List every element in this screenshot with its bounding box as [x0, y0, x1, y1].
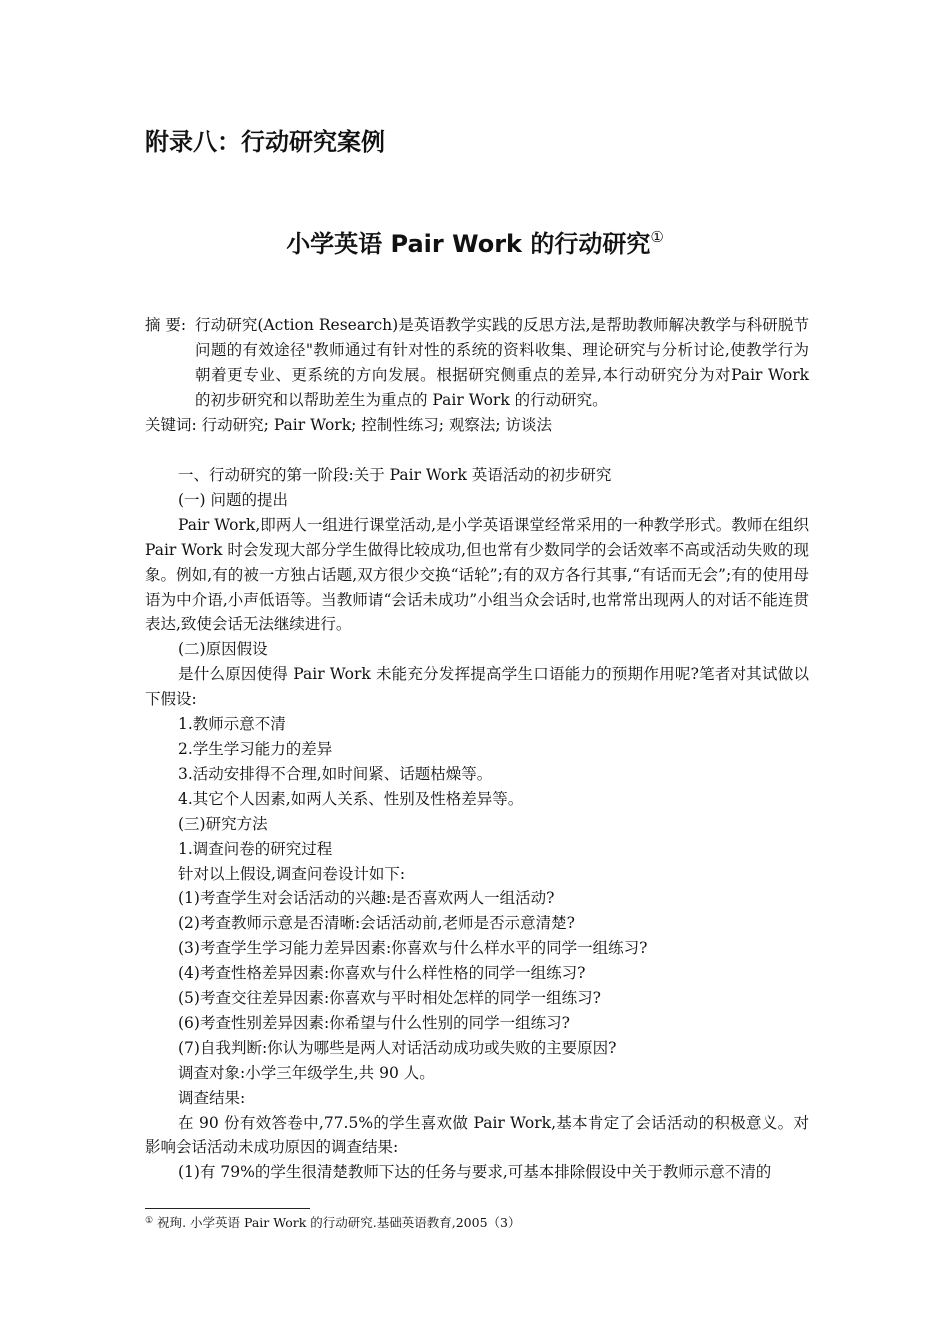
keywords-label: 关键词:: [145, 415, 197, 434]
list-item: 4.其它个人因素,如两人关系、性别及性格差异等。: [178, 789, 524, 808]
paragraph: 调查结果:: [178, 1088, 246, 1107]
paragraph: 是什么原因使得 Pair Work 未能充分发挥提高学生口语能力的预期作用呢?笔者对其试做以下假设:: [145, 665, 809, 709]
paragraph: 在 90 份有效答卷中,77.5%的学生喜欢做 Pair Work,基本肯定了会话活动的积极意义。对影响会话活动未成功原因的调查结果:: [145, 1113, 809, 1157]
abstract-label: 摘 要:: [145, 316, 187, 334]
footnote-reference: ①: [650, 228, 664, 246]
abstract-section: [145, 313, 809, 438]
footnote-divider: [145, 1208, 310, 1209]
footnote-mark: ①: [145, 1216, 154, 1226]
section-heading: 一、行动研究的第一阶段:关于 Pair Work 英语活动的初步研究: [178, 466, 612, 484]
footnote: [145, 1212, 521, 1232]
keywords-row: [145, 413, 809, 438]
list-item: 2.学生学习能力的差异: [178, 739, 333, 758]
abstract-row: [145, 313, 809, 413]
list-item: (3)考查学生学习能力差异因素:你喜欢与什么样水平的同学一组练习?: [178, 939, 648, 958]
list-item: (7)自我判断:你认为哪些是两人对话活动成功或失败的主要原因?: [178, 1038, 617, 1057]
article-title-text: 小学英语 Pair Work 的行动研究: [286, 230, 651, 258]
appendix-title: 附录八：行动研究案例: [145, 128, 385, 156]
paragraph: 调查对象:小学三年级学生,共 90 人。: [178, 1063, 435, 1082]
subsection-heading: (一) 问题的提出: [178, 490, 289, 509]
keywords-text: 行动研究; Pair Work; 控制性练习; 观察法; 访谈法: [201, 415, 553, 434]
abstract-text: 行动研究(Action Research)是英语教学实践的反思方法,是帮助教师解决教学与科研脱节问题的有效途径"教师通过有针对性的系统的资料收集、理论研究与分析讨论,使教学行为朝着更专业、更系统的方向发展。根据研究侧重点的差异,本行动研究分为对Pair Work 的初步研究和以帮助差生为重点的 Pair Work 的行动研究。: [195, 316, 809, 409]
paragraph: Pair Work,即两人一组进行课堂活动,是小学英语课堂经常采用的一种教学形式。教师在组织 Pair Work 时会发现大部分学生做得比较成功,但也常有少数同学的会话效率不高或活动失败的现象。例如,有的被一方独占话题,双方很少交换“话轮”;有的双方各行其事,“有话而无会”;有的使用母语为中介语,小声低语等。当教师请“会话未成功”小组当众会话时,也常常出现两人的对话不能连贯表达,致使会话无法继续进行。: [145, 515, 809, 634]
list-item: 3.活动安排得不合理,如时间紧、话题枯燥等。: [178, 764, 493, 783]
article-title: [0, 224, 950, 259]
footnote-text: 祝珣. 小学英语 Pair Work 的行动研究.基础英语教育,2005（3）: [157, 1215, 521, 1230]
subsection-heading: (二)原因假设: [178, 640, 268, 659]
list-item: 1.调查问卷的研究过程: [178, 839, 333, 858]
list-item: 1.教师示意不清: [178, 715, 286, 734]
main-content: [145, 463, 809, 1185]
list-item: (1)有 79%的学生很清楚教师下达的任务与要求,可基本排除假设中关于教师示意不清的: [178, 1163, 772, 1182]
list-item: (1)考查学生对会话活动的兴趣:是否喜欢两人一组活动?: [178, 889, 555, 908]
list-item: (5)考查交往差异因素:你喜欢与平时相处怎样的同学一组练习?: [178, 989, 601, 1008]
paragraph: 针对以上假设,调查问卷设计如下:: [178, 864, 406, 883]
list-item: (6)考查性别差异因素:你希望与什么性别的同学一组练习?: [178, 1013, 570, 1032]
subsection-heading: (三)研究方法: [178, 814, 268, 833]
list-item: (4)考查性格差异因素:你喜欢与什么样性格的同学一组练习?: [178, 964, 586, 983]
list-item: (2)考查教师示意是否清晰:会话活动前,老师是否示意清楚?: [178, 914, 575, 933]
